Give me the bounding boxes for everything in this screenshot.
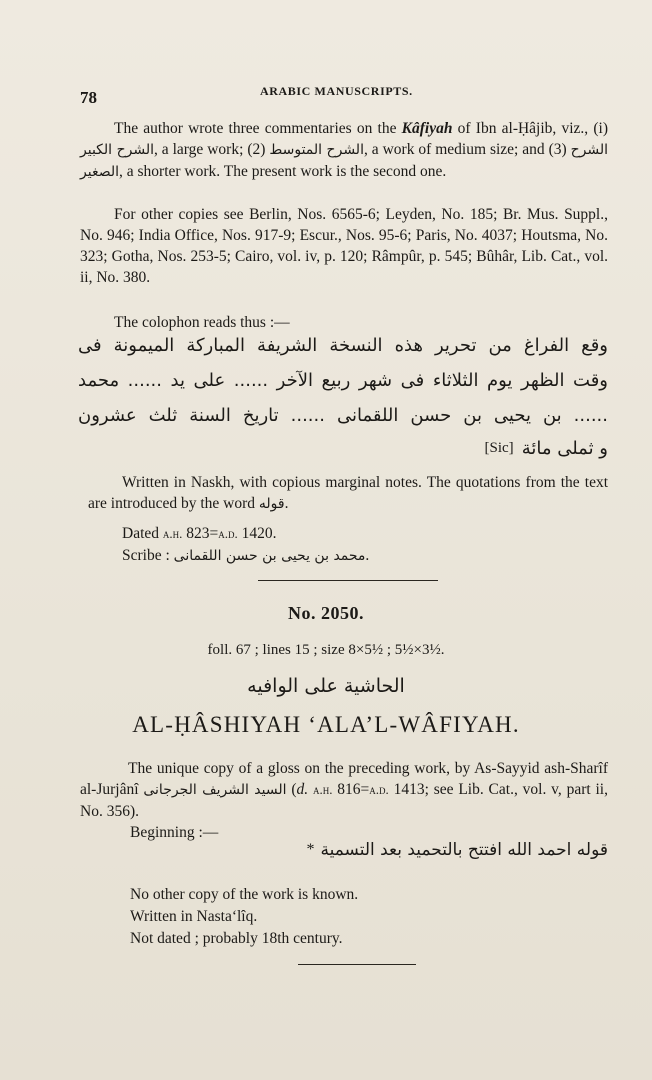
text: , a large work; (2) <box>153 141 270 158</box>
colophon-intro: The colophon reads thus :— <box>114 314 290 331</box>
paragraph-commentaries <box>80 118 608 183</box>
beginning-mark: * <box>306 841 315 858</box>
text: Written in Naskh, with copious marginal notes. The quotations from the text are introduced by the word <box>88 474 608 512</box>
dated-value-2: 1420. <box>237 525 277 542</box>
colophon-line-1: وقع الفراغ من تحرير هذه النسخة الشريفة المباركة الميمونة فى <box>78 335 608 356</box>
colophon-line-2: وقت الظهر يوم الثلاثاء فى شهر ربيع الآخر ...... على يد ...... محمد <box>78 370 608 391</box>
end-rule <box>298 964 416 965</box>
ad-abbr: a.d. <box>218 526 238 541</box>
other-copies-text: For other copies see Berlin, Nos. 6565-6; Leyden, No. 185; Br. Mus. Suppl., No. 946; India Office, Nos. 917-9; Escur., Nos. 95-6; Paris, No. 4037; Houtsma, No. 323; Gotha, Nos. 253-5; Cairo, vol. iv, p. 120; Râmpûr, p. 545; Bûhâr, Lib. Cat., vol. ii, No. 380. <box>80 206 608 286</box>
dated-value: 823= <box>182 525 219 542</box>
died-abbr: d. <box>296 781 309 798</box>
ah-abbr: a.h. <box>162 526 183 541</box>
scribe-end: . <box>365 547 370 564</box>
text: ( <box>286 781 297 798</box>
ah-abbr: a.h. <box>312 782 333 797</box>
text: , a work of medium size; and (3) <box>363 141 571 158</box>
scribe-name: محمد بن يحيى بن حسن اللقمانى <box>173 548 366 564</box>
beginning-arabic: قوله احمد الله افتتح بالتحميد بعد التسمية <box>320 840 608 860</box>
arabic-term: الشرح الصغير <box>80 142 608 180</box>
sic-marker: [Sic] <box>484 440 514 456</box>
arabic-name: السيد الشريف الجرجانى <box>143 782 287 798</box>
text: The unique copy of a gloss on the preceding work, by As-Sayyid ash-Sharîf al-Jurjânî <box>80 760 608 798</box>
colophon-line-3: ...... بن يحيى بن حسن اللقمانى ...... تاريخ السنة ثلث عشرون <box>78 405 608 426</box>
beginning-text <box>306 840 608 860</box>
entry-title: AL-ḤÂSHIYAH ‘ALA’L-WÂFIYAH. <box>132 712 520 737</box>
text: 816= <box>332 781 370 798</box>
dated-label: Dated <box>122 525 163 542</box>
text: of Ibn al-Ḥâjib, viz., (i) <box>452 120 608 137</box>
arabic-term: الشرح المتوسط <box>269 142 364 158</box>
colophon-line-4 <box>485 438 608 459</box>
note-2: Written in Nasta‘lîq. <box>130 908 258 925</box>
entry-number: No. 2050. <box>288 603 364 623</box>
arabic-title: الحاشية على الوافيه <box>247 675 405 697</box>
note-1: No other copy of the work is known. <box>130 886 359 903</box>
colophon-line-4-text: و ثملى مائة <box>521 438 608 459</box>
ad-abbr: a.d. <box>369 782 389 797</box>
divider-rule <box>258 580 438 581</box>
text: , a shorter work. The present work is the second one. <box>119 163 447 180</box>
page-number: 78 <box>80 88 97 107</box>
note-3: Not dated ; probably 18th century. <box>130 930 343 947</box>
text: . <box>284 495 289 512</box>
arabic-term: الشرح الكبير <box>80 142 154 158</box>
arabic-word: قوله <box>258 496 285 512</box>
kafiyah-title: Kâfiyah <box>401 120 453 137</box>
text: The author wrote three commentaries on the <box>114 120 402 137</box>
beginning-label: Beginning :— <box>130 824 219 841</box>
entry-details: foll. 67 ; lines 15 ; size 8×5½ ; 5½×3½. <box>207 642 445 658</box>
scribe-label: Scribe : <box>122 547 174 564</box>
text: 1413; see Lib. Cat., vol. v, part ii, No. 356). <box>80 781 608 820</box>
paragraph-description <box>80 758 608 822</box>
paragraph-other-copies <box>80 204 608 288</box>
paragraph-written <box>88 472 608 515</box>
dated-line <box>122 523 277 544</box>
scribe-line <box>122 545 369 567</box>
running-title: ARABIC MANUSCRIPTS. <box>260 84 413 98</box>
